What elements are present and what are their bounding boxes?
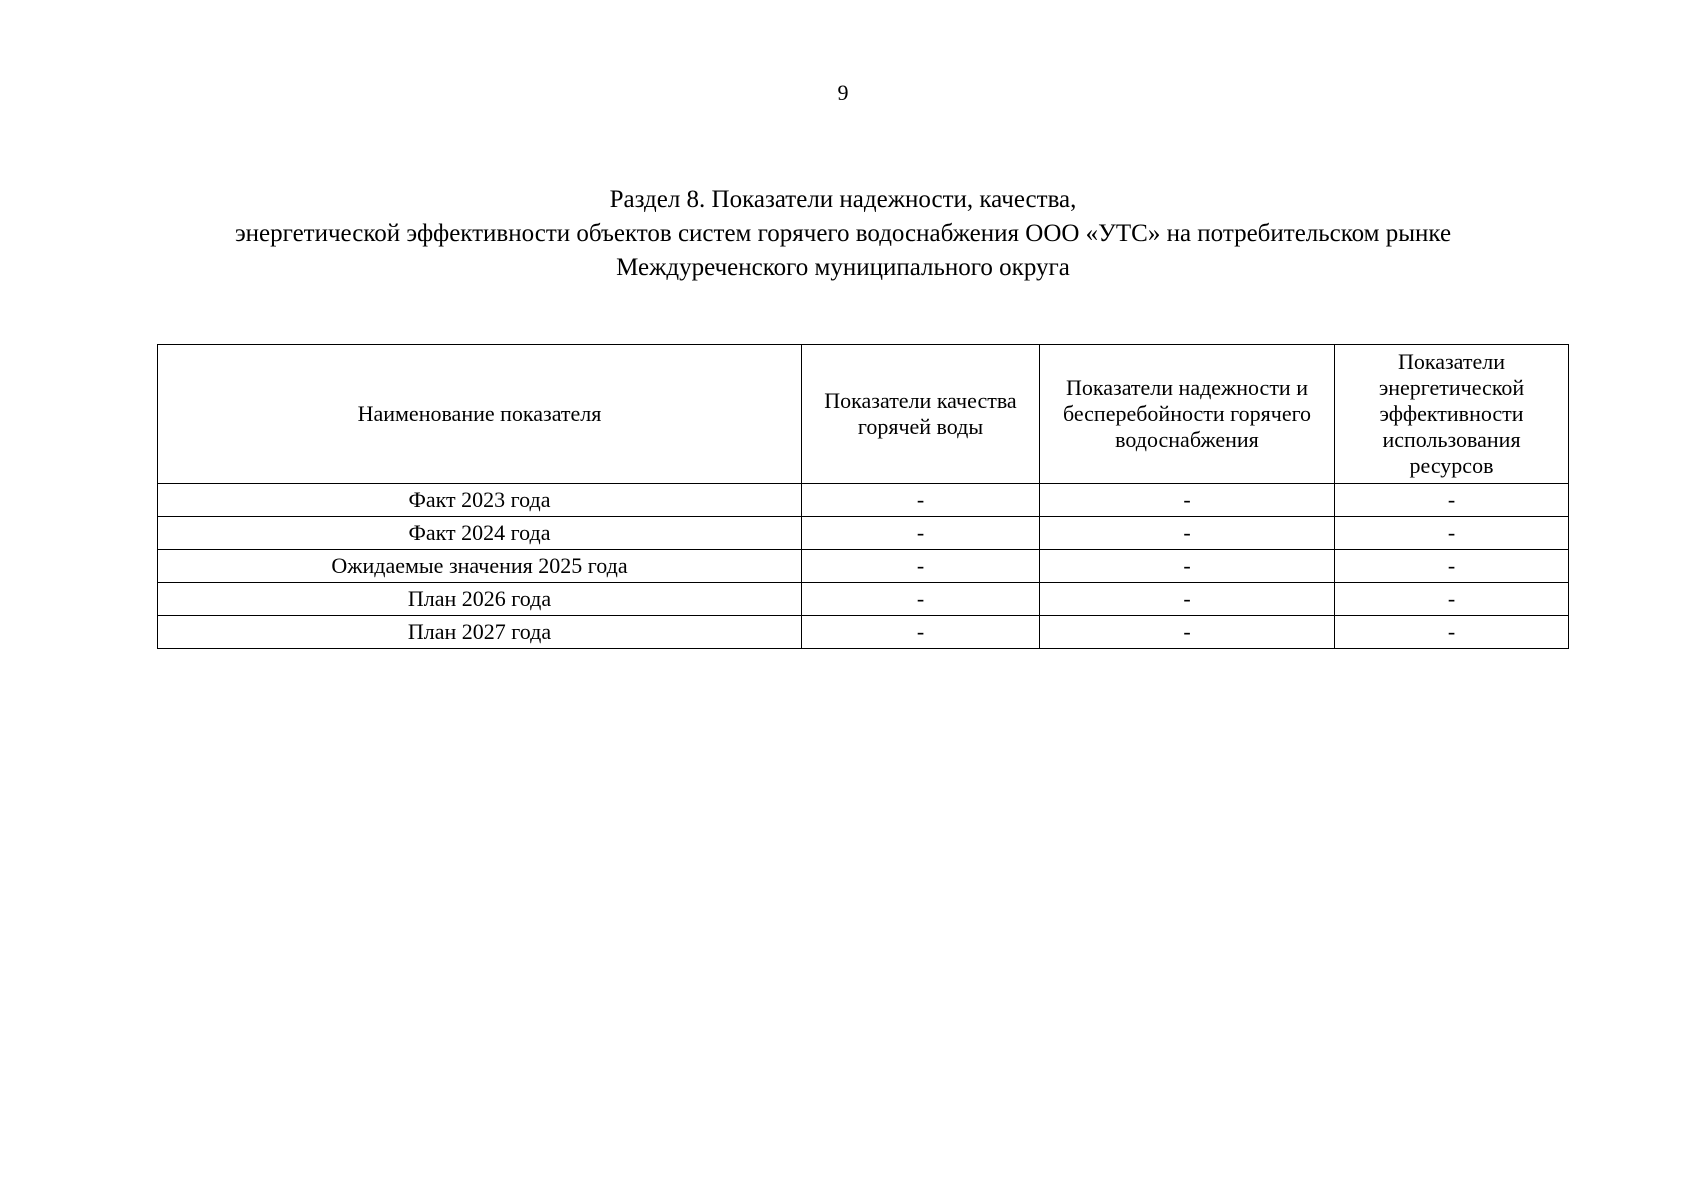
row-label: Ожидаемые значения 2025 года xyxy=(158,550,802,583)
header-reliability: Показатели надежности и бесперебойности горячего водоснабжения xyxy=(1040,345,1335,484)
table-row xyxy=(158,517,1569,550)
reliability-value: - xyxy=(1040,550,1335,583)
section-title xyxy=(0,183,1686,285)
quality-value: - xyxy=(802,517,1040,550)
energy-efficiency-value: - xyxy=(1335,517,1569,550)
row-label: Факт 2023 года xyxy=(158,484,802,517)
table-row xyxy=(158,616,1569,649)
energy-efficiency-value: - xyxy=(1335,583,1569,616)
quality-value: - xyxy=(802,550,1040,583)
reliability-value: - xyxy=(1040,484,1335,517)
energy-efficiency-value: - xyxy=(1335,550,1569,583)
section-title-line-2: энергетической эффективности объектов систем горячего водоснабжения ООО «УТС» на потребительском рынке xyxy=(234,220,1452,247)
header-indicator-name: Наименование показателя xyxy=(158,345,802,484)
section-title-line-3: Междуреченского муниципального округа xyxy=(616,254,1070,281)
row-label: Факт 2024 года xyxy=(158,517,802,550)
header-quality: Показатели качества горячей воды xyxy=(802,345,1040,484)
table-row xyxy=(158,550,1569,583)
energy-efficiency-value: - xyxy=(1335,616,1569,649)
row-label: План 2026 года xyxy=(158,583,802,616)
page-number: 9 xyxy=(837,80,849,105)
reliability-value: - xyxy=(1040,583,1335,616)
table-row xyxy=(158,484,1569,517)
row-label: План 2027 года xyxy=(158,616,802,649)
quality-value: - xyxy=(802,484,1040,517)
energy-efficiency-value: - xyxy=(1335,484,1569,517)
indicators-table xyxy=(157,344,1569,649)
header-energy-efficiency: Показатели энергетической эффективности использования ресурсов xyxy=(1335,345,1569,484)
section-title-line-1: Раздел 8. Показатели надежности, качества, xyxy=(609,186,1077,213)
quality-value: - xyxy=(802,616,1040,649)
quality-value: - xyxy=(802,583,1040,616)
reliability-value: - xyxy=(1040,517,1335,550)
reliability-value: - xyxy=(1040,616,1335,649)
table-header-row xyxy=(158,345,1569,484)
table-row xyxy=(158,583,1569,616)
